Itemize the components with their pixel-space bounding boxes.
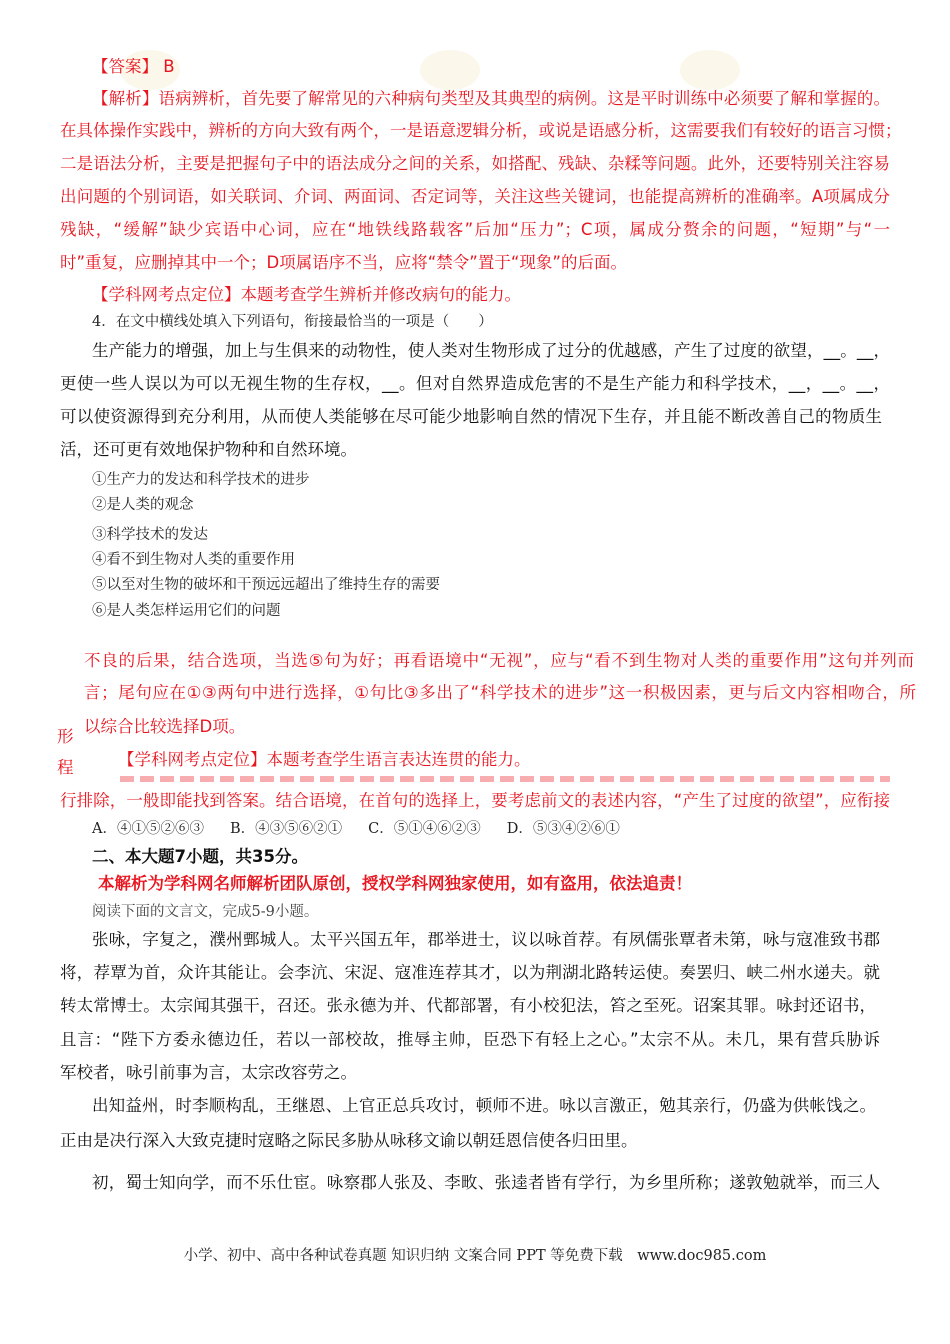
classical-text-line: 正由是决行深入大致克捷时寇略之际民多胁从咏移文谕以朝廷恩信使各归田里。	[60, 1131, 638, 1150]
instruction: 阅读下面的文言文，完成5-9小题。	[92, 904, 319, 920]
analysis-line: 在具体操作实践中，辨析的方向大致有两个，一是语意逻辑分析，或说是语感分析，这需要我们有较好的语言习惯；	[60, 121, 902, 140]
answer: 【答案】 B	[92, 57, 175, 76]
passage-line: 更使一些人误以为可以无视生物的生存权，__。但对自然界造成危害的不是生产能力和科学技术，__，__。__，	[60, 374, 890, 393]
analysis-line: 出问题的个别词语，如关联词、介词、两面词、否定词等，关注这些关键词，也能提高辨析的准确率。A项属成分	[60, 187, 890, 206]
classical-text-line: 初，蜀士知向学，而不乐仕宦。咏察郡人张及、李畋、张逵者皆有学行，为乡里所称；遂敦勉就举，而三人	[92, 1173, 880, 1192]
passage-line: 活，还可更有效地保护物种和自然环境。	[60, 440, 357, 459]
copyright-notice: 本解析为学科网名师解析团队原创，授权学科网独家使用，如有盗用，依法追责！	[98, 874, 692, 893]
analysis-line: 时”重复，应删掉其中一个；D项属语序不当，应将“禁令”置于“现象”的后面。	[60, 253, 627, 272]
answer-choices	[92, 818, 620, 840]
question-stem: 4．在文中横线处填入下列语句，衔接最恰当的一项是（ ）	[92, 314, 493, 330]
classical-text-line: 且言：“陛下方委永德边任，若以一部校故，推辱主帅，臣恐下有轻上之心。”太宗不从。未几，果有营兵胁诉	[60, 1030, 880, 1049]
option-item: ③科学技术的发达	[92, 527, 208, 543]
option-item: ④看不到生物对人类的重要作用	[92, 552, 295, 568]
classical-text-line: 转太常博士。太宗闻其强干，召还。张永德为并、代都部署，有小校犯法，笞之至死。诏案其罪。咏封还诏书，	[60, 996, 876, 1015]
analysis-line: 行排除，一般即能找到答案。结合语境，在首句的选择上，要考虑前文的表述内容，“产生了过度的欲望”，应衔接	[60, 791, 890, 810]
classical-text-line: 张咏，字复之，濮州鄄城人。太平兴国五年，郡举进士，议以咏首荐。有夙儒张覃者未第，咏与寇准致书郡	[92, 930, 880, 949]
analysis-line: 【解析】语病辨析，首先要了解常见的六种病句类型及其典型的病例。这是平时训练中必须要了解和掌握的。	[92, 89, 890, 108]
analysis-line: 不良的后果，结合选项，当选⑤句为好；再看语境中“无视”，应与“看不到生物对人类的重要作用”这句并列而	[84, 651, 915, 670]
obscured-text-line	[120, 776, 890, 782]
option-item: ②是人类的观念	[92, 497, 194, 513]
choice-c: C．⑤①④⑥②③	[368, 821, 481, 837]
analysis-line: 残缺，“缓解”缺少宾语中心词，应在“地铁线路载客”后加“压力”；C项，属成分赘余的问题，“短期”与“一	[60, 220, 890, 239]
exam-point: 【学科网考点定位】本题考查学生辨析并修改病句的能力。	[92, 285, 521, 304]
classical-text-line: 将，荐覃为首，众许其能让。会李沆、宋浞、寇准连荐其才，以为荆湖北路转运使。奏罢归、峡二州水递夫。就	[60, 963, 880, 982]
stray-char: 程	[57, 758, 74, 777]
passage-line: 生产能力的增强，加上与生俱来的动物性，使人类对生物形成了过分的优越感，产生了过度的欲望，__。__，	[92, 341, 890, 360]
watermark-logo	[420, 50, 480, 90]
watermark-logo	[680, 50, 740, 90]
option-item: ①生产力的发达和科学技术的进步	[92, 472, 310, 488]
analysis-line: 二是语法分析，主要是把握句子中的语法成分之间的关系，如搭配、残缺、杂糅等问题。此外，还要特别关注容易	[60, 154, 890, 173]
passage-line: 可以使资源得到充分利用，从而使人类能够在尽可能少地影响自然的情况下生存，并且能不断改善自己的物质生	[60, 407, 882, 426]
classical-text-line: 出知益州，时李顺构乱，王继恩、上官正总兵攻讨，顿师不进。咏以言激正，勉其亲行，仍盛为供帐饯之。	[92, 1096, 876, 1115]
exam-point: 【学科网考点定位】本题考查学生语言表达连贯的能力。	[118, 750, 531, 769]
analysis-line: 以综合比较选择D项。	[84, 717, 246, 736]
stray-char: 形	[57, 727, 74, 746]
classical-text-line: 军校者，咏引前事为言，太宗改容劳之。	[60, 1063, 357, 1082]
choice-d: D．⑤③④②⑥①	[506, 821, 620, 837]
choice-b: B．④③⑤⑥②①	[229, 821, 343, 837]
footer: 小学、初中、高中各种试卷真题 知识归纳 文案合同 PPT 等免费下载 www.doc985.com	[183, 1248, 767, 1264]
analysis-line: 言；尾句应在①③两句中进行选择，①句比③多出了“科学技术的进步”这一积极因素，更与后文内容相吻合，所	[84, 683, 916, 702]
section-heading: 二、本大题7小题，共35分。	[92, 847, 308, 866]
option-item: ⑥是人类怎样运用它们的问题	[92, 603, 281, 619]
choice-a: A．④①⑤②⑥③	[92, 821, 204, 837]
option-item: ⑤以至对生物的破坏和干预远远超出了维持生存的需要	[92, 577, 440, 593]
